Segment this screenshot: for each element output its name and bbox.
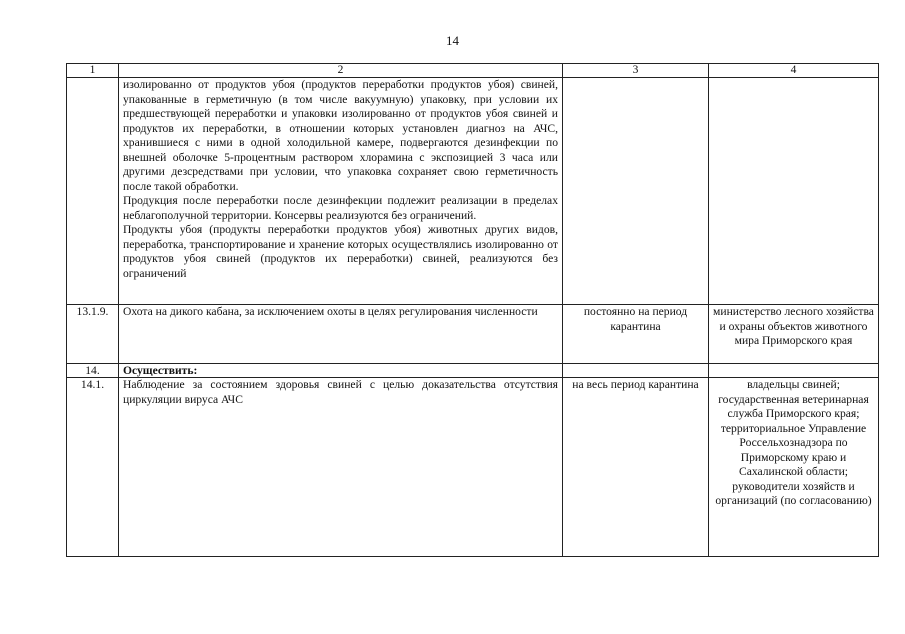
term-cell [563, 78, 709, 305]
column-header-3: 3 [563, 64, 709, 78]
responsible-cell [709, 364, 879, 378]
measure-text-cell [119, 78, 563, 305]
term-cell [563, 364, 709, 378]
page-number: 14 [446, 33, 459, 48]
measure-paragraph: изолированно от продуктов убоя (продуктов переработки продуктов убоя) свиней, упакованные в герметичную (в том числе вакуумную) упаковку, при условии их предшествующей переработки и упаковки изолированно от продуктов убоя свиней и продуктов их переработки, в отношении которых установлен диагноз на АЧС, хранившиеся с ними в одной холодильной камере, подвергаются дезинфекции по внешней оболочке 5-процентным раствором хлорамина с экспозицией 3 часа или другими дезсредствами при условии, что упаковка сохраняет свою герметичность после такой обработки. [123, 78, 558, 193]
table-section-row [67, 364, 879, 378]
term-cell: на весь период карантина [563, 378, 709, 557]
column-header-1: 1 [67, 64, 119, 78]
responsible-cell: министерство лесного хозяйства и охраны объектов животного мира Приморского края [709, 305, 879, 364]
measures-table [66, 63, 879, 557]
column-header-4: 4 [709, 64, 879, 78]
section-title-cell: Осуществить: [119, 364, 563, 378]
table-row [67, 305, 879, 364]
measure-paragraph: Продукция после переработки после дезинфекции подлежит реализации в пределах неблагополучной территории. Консервы реализуются без ограничений. [123, 194, 558, 222]
measure-text-cell: Наблюдение за состоянием здоровья свиней с целью доказательства отсутствия циркуляции вируса АЧС [119, 378, 563, 557]
table-row [67, 78, 879, 305]
row-number-cell: 14. [67, 364, 119, 378]
responsible-cell: владельцы свиней; государственная ветеринарная служба Приморского края; территориальное Управление Россельхознадзора по Приморскому краю и Сахалинской области; руководители хозяйств и организаций (по согласованию) [709, 378, 879, 557]
row-number-cell: 13.1.9. [67, 305, 119, 364]
responsible-cell [709, 78, 879, 305]
measure-text-cell: Охота на дикого кабана, за исключением охоты в целях регулирования численности [119, 305, 563, 364]
row-number-cell [67, 78, 119, 305]
table-row [67, 378, 879, 557]
measure-paragraph: Продукты убоя (продукты переработки продуктов убоя) животных других видов, переработка, транспортирование и хранение которых осуществлялись изолированно от продуктов убоя свиней (продуктов их переработки) свиней, реализуются без ограничений [123, 223, 558, 280]
row-number-cell: 14.1. [67, 378, 119, 557]
column-header-2: 2 [119, 64, 563, 78]
table-header-row [67, 64, 879, 78]
term-cell: постоянно на период карантина [563, 305, 709, 364]
